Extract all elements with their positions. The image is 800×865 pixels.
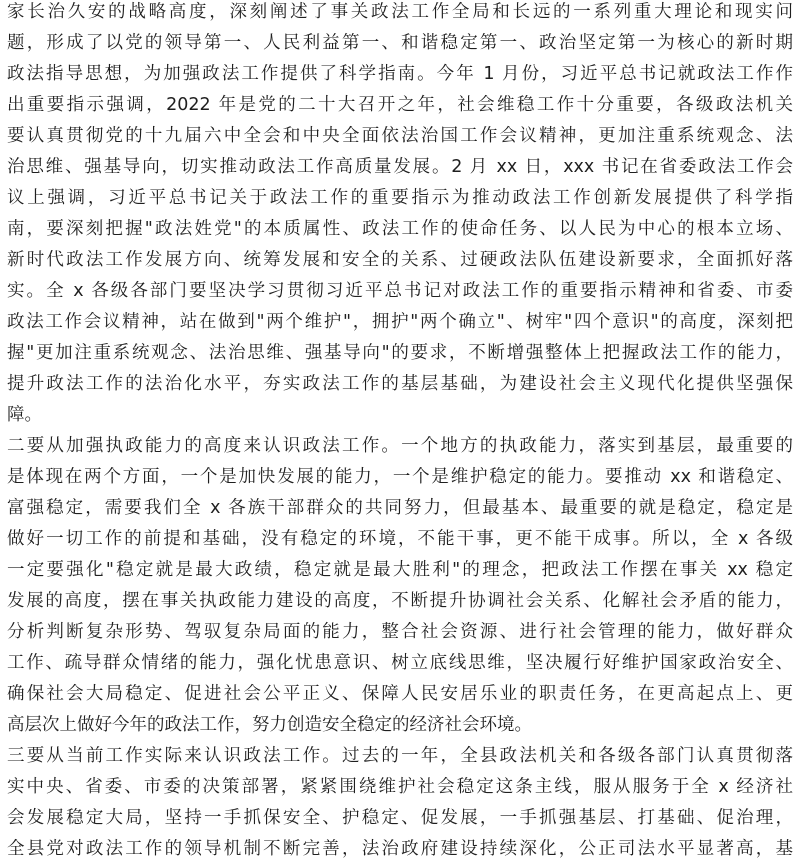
- text-line: 高层次上做好今年的政法工作，努力创造安全稳定的经济社会环境。: [7, 715, 532, 735]
- paragraph: [7, 0, 793, 431]
- text-line: 会发展稳定大局，坚持一手抓保安全、护稳定、促发展，一手抓强基层、打基础、促治理，: [7, 808, 793, 828]
- paragraph: [7, 431, 793, 741]
- text-line: 家长治久安的战略高度，深刻阐述了事关政法工作全局和长远的一系列重大理论和现实问: [7, 2, 793, 22]
- text-line: 政法工作会议精神，站在做到"两个维护"，拥护"两个确立"、树牢"四个意识"的高度，深刻把: [7, 312, 793, 332]
- text-line: 议上强调，习近平总书记关于政法工作的重要指示为推动政法工作创新发展提供了科学指: [7, 188, 793, 208]
- text-line: 新时代政法工作发展方向、统筹发展和安全的关系、过硬政法队伍建设新要求，全面抓好落: [7, 250, 793, 270]
- paragraph: [7, 741, 793, 865]
- document-body: [7, 0, 793, 865]
- text-line: 三要从当前工作实际来认识政法工作。过去的一年，全县政法机关和各级各部门认真贯彻落: [7, 746, 793, 766]
- text-line: 是体现在两个方面，一个是加快发展的能力，一个是维护稳定的能力。要推动 xx 和谐稳定、: [7, 467, 793, 487]
- text-line: 分析判断复杂形势、驾驭复杂局面的能力，整合社会资源、进行社会管理的能力，做好群众: [7, 622, 793, 642]
- text-line: 一定要强化"稳定就是最大政绩，稳定就是最大胜利"的理念，把政法工作摆在事关 xx 稳定: [7, 560, 793, 580]
- text-line: 政法指导思想，为加强政法工作提供了科学指南。今年 1 月份，习近平总书记就政法工作作: [7, 64, 793, 84]
- text-line: 做好一切工作的前提和基础，没有稳定的环境，不能干事，更不能干成事。所以，全 x 各级: [7, 529, 793, 549]
- text-line: 提升政法工作的法治化水平，夯实政法工作的基层基础，为建设社会主义现代化提供坚强保: [7, 374, 793, 394]
- text-line: 二要从加强执政能力的高度来认识政法工作。一个地方的执政能力，落实到基层，最重要的: [7, 436, 793, 456]
- text-line: 确保社会大局稳定、促进社会公平正义、保障人民安居乐业的职责任务，在更高起点上、更: [7, 684, 793, 704]
- text-line: 全县党对政法工作的领导机制不断完善，法治政府建设持续深化，公正司法水平显著高，基: [7, 839, 793, 859]
- text-line: 出重要指示强调，2022 年是党的二十大召开之年，社会维稳工作十分重要，各级政法机关: [7, 95, 793, 115]
- text-line: 发展的高度，摆在事关执政能力建设的高度，不断提升协调社会关系、化解社会矛盾的能力，: [7, 591, 793, 611]
- text-line: 障。: [7, 405, 42, 425]
- text-line: 治思维、强基导向，切实推动政法工作高质量发展。2 月 xx 日，xxx 书记在省委政法工作会: [7, 157, 793, 177]
- text-line: 要认真贯彻党的十九届六中全会和中央全面依法治国工作会议精神，更加注重系统观念、法: [7, 126, 793, 146]
- text-line: 南，要深刻把握"政法姓党"的本质属性、政法工作的使命任务、以人民为中心的根本立场、: [7, 219, 793, 239]
- text-line: 实中央、省委、市委的决策部署，紧紧围绕维护社会稳定这条主线，服从服务于全 x 经济社: [7, 777, 793, 797]
- text-line: 工作、疏导群众情绪的能力，强化忧患意识、树立底线思维，坚决履行好维护国家政治安全、: [7, 653, 793, 673]
- text-line: 握"更加注重系统观念、法治思维、强基导向"的要求，不断增强整体上把握政法工作的能力，: [7, 343, 793, 363]
- text-line: 题，形成了以党的领导第一、人民利益第一、和谐稳定第一、政治坚定第一为核心的新时期: [7, 33, 793, 53]
- text-line: 富强稳定，需要我们全 x 各族干部群众的共同努力，但最基本、最重要的就是稳定，稳定是: [7, 498, 793, 518]
- text-line: 实。全 x 各级各部门要坚决学习贯彻习近平总书记对政法工作的重要指示精神和省委、市委: [7, 281, 793, 301]
